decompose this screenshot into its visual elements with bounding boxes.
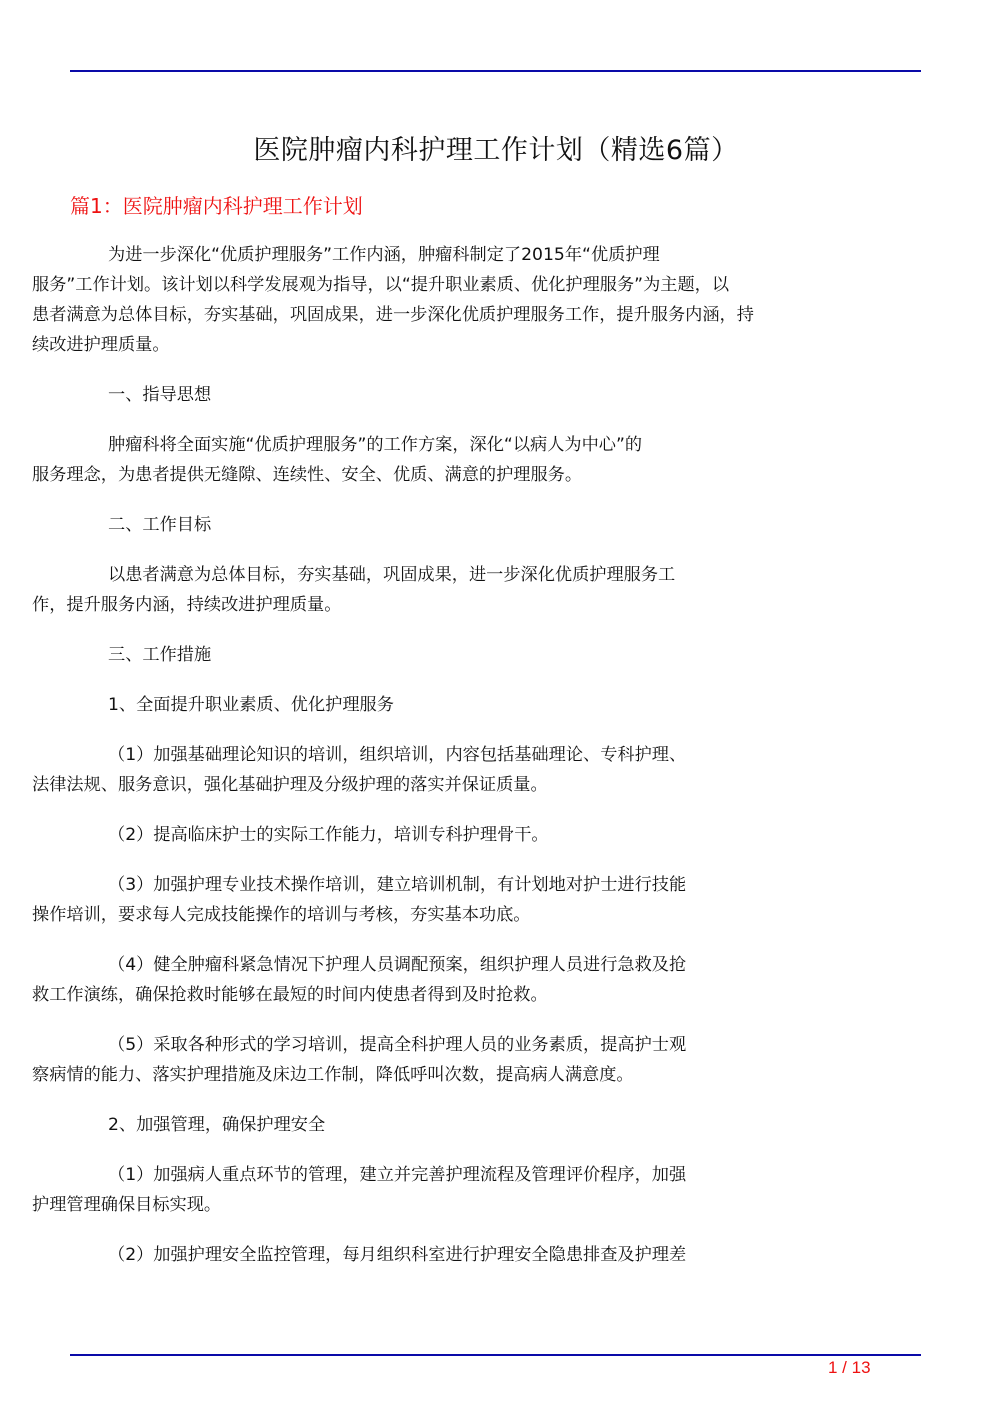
paragraph-line: （2）加强护理安全监控管理，每月组织科室进行护理安全隐患排查及护理差 [108, 1245, 687, 1265]
page-number: 1 / 13 [828, 1358, 871, 1377]
paragraph [32, 240, 915, 360]
paragraph-line: （3）加强护理专业技术操作培训，建立培训机制，有计划地对护士进行技能 [108, 875, 687, 895]
paragraph [70, 640, 915, 670]
paragraph-line: （5）采取各种形式的学习培训，提高全科护理人员的业务素质，提高护士观 [108, 1035, 687, 1055]
section-heading: 篇1：医院肿瘤内科护理工作计划 [70, 194, 363, 218]
paragraph-line: 作，提升服务内涵，持续改进护理质量。 [32, 595, 342, 615]
paragraph-line: 察病情的能力、落实护理措施及床边工作制，降低呼叫次数，提高病人满意度。 [32, 1065, 634, 1085]
paragraph-line: 为进一步深化“优质护理服务”工作内涵，肿瘤科制定了2015年“优质护理 [108, 245, 660, 265]
paragraph-line: 救工作演练，确保抢救时能够在最短的时间内使患者得到及时抢救。 [32, 985, 548, 1005]
paragraph-line: 法律法规、服务意识，强化基础护理及分级护理的落实并保证质量。 [32, 775, 548, 795]
paragraph [70, 380, 915, 410]
paragraph [32, 950, 915, 1010]
paragraph [70, 820, 915, 850]
document-title: 医院肿瘤内科护理工作计划（精选6篇） [253, 135, 739, 166]
paragraph [32, 870, 915, 930]
paragraph-line: 续改进护理质量。 [32, 335, 170, 355]
paragraph-line: 二、工作目标 [108, 515, 212, 535]
paragraph-line: （4）健全肿瘤科紧急情况下护理人员调配预案，组织护理人员进行急救及抢 [108, 955, 687, 975]
paragraph-line: 操作培训，要求每人完成技能操作的培训与考核，夯实基本功底。 [32, 905, 531, 925]
paragraph-line: （2）提高临床护士的实际工作能力，培训专科护理骨干。 [108, 825, 549, 845]
paragraph [32, 1160, 915, 1220]
header-rule [70, 70, 921, 72]
paragraph-line: （1）加强基础理论知识的培训，组织培训，内容包括基础理论、专科护理、 [108, 745, 687, 765]
paragraph-line: 肿瘤科将全面实施“优质护理服务”的工作方案，深化“以病人为中心”的 [108, 435, 643, 455]
paragraph [32, 740, 915, 800]
paragraph-line: （1）加强病人重点环节的管理，建立并完善护理流程及管理评价程序，加强 [108, 1165, 687, 1185]
paragraph-line: 三、工作措施 [108, 645, 212, 665]
paragraph [32, 1030, 915, 1090]
paragraph-line: 服务理念，为患者提供无缝隙、连续性、安全、优质、满意的护理服务。 [32, 465, 583, 485]
paragraph-line: 护理管理确保目标实现。 [32, 1195, 222, 1215]
paragraph-line: 2、加强管理，确保护理安全 [108, 1115, 326, 1135]
paragraph-line: 以患者满意为总体目标，夯实基础，巩固成果，进一步深化优质护理服务工 [108, 565, 676, 585]
paragraph [70, 1110, 915, 1140]
paragraph [32, 560, 915, 620]
paragraph [32, 430, 915, 490]
paragraph [70, 1240, 915, 1270]
paragraph-line: 1、全面提升职业素质、优化护理服务 [108, 695, 394, 715]
paragraph-line: 一、指导思想 [108, 385, 212, 405]
paragraph-line: 患者满意为总体目标，夯实基础，巩固成果，进一步深化优质护理服务工作，提升服务内涵，持 [32, 305, 754, 325]
footer-rule [70, 1354, 921, 1356]
document-body [32, 240, 915, 1290]
paragraph-line: 服务”工作计划。该计划以科学发展观为指导，以“提升职业素质、优化护理服务”为主题，以 [32, 275, 730, 295]
paragraph [70, 690, 915, 720]
paragraph [70, 510, 915, 540]
